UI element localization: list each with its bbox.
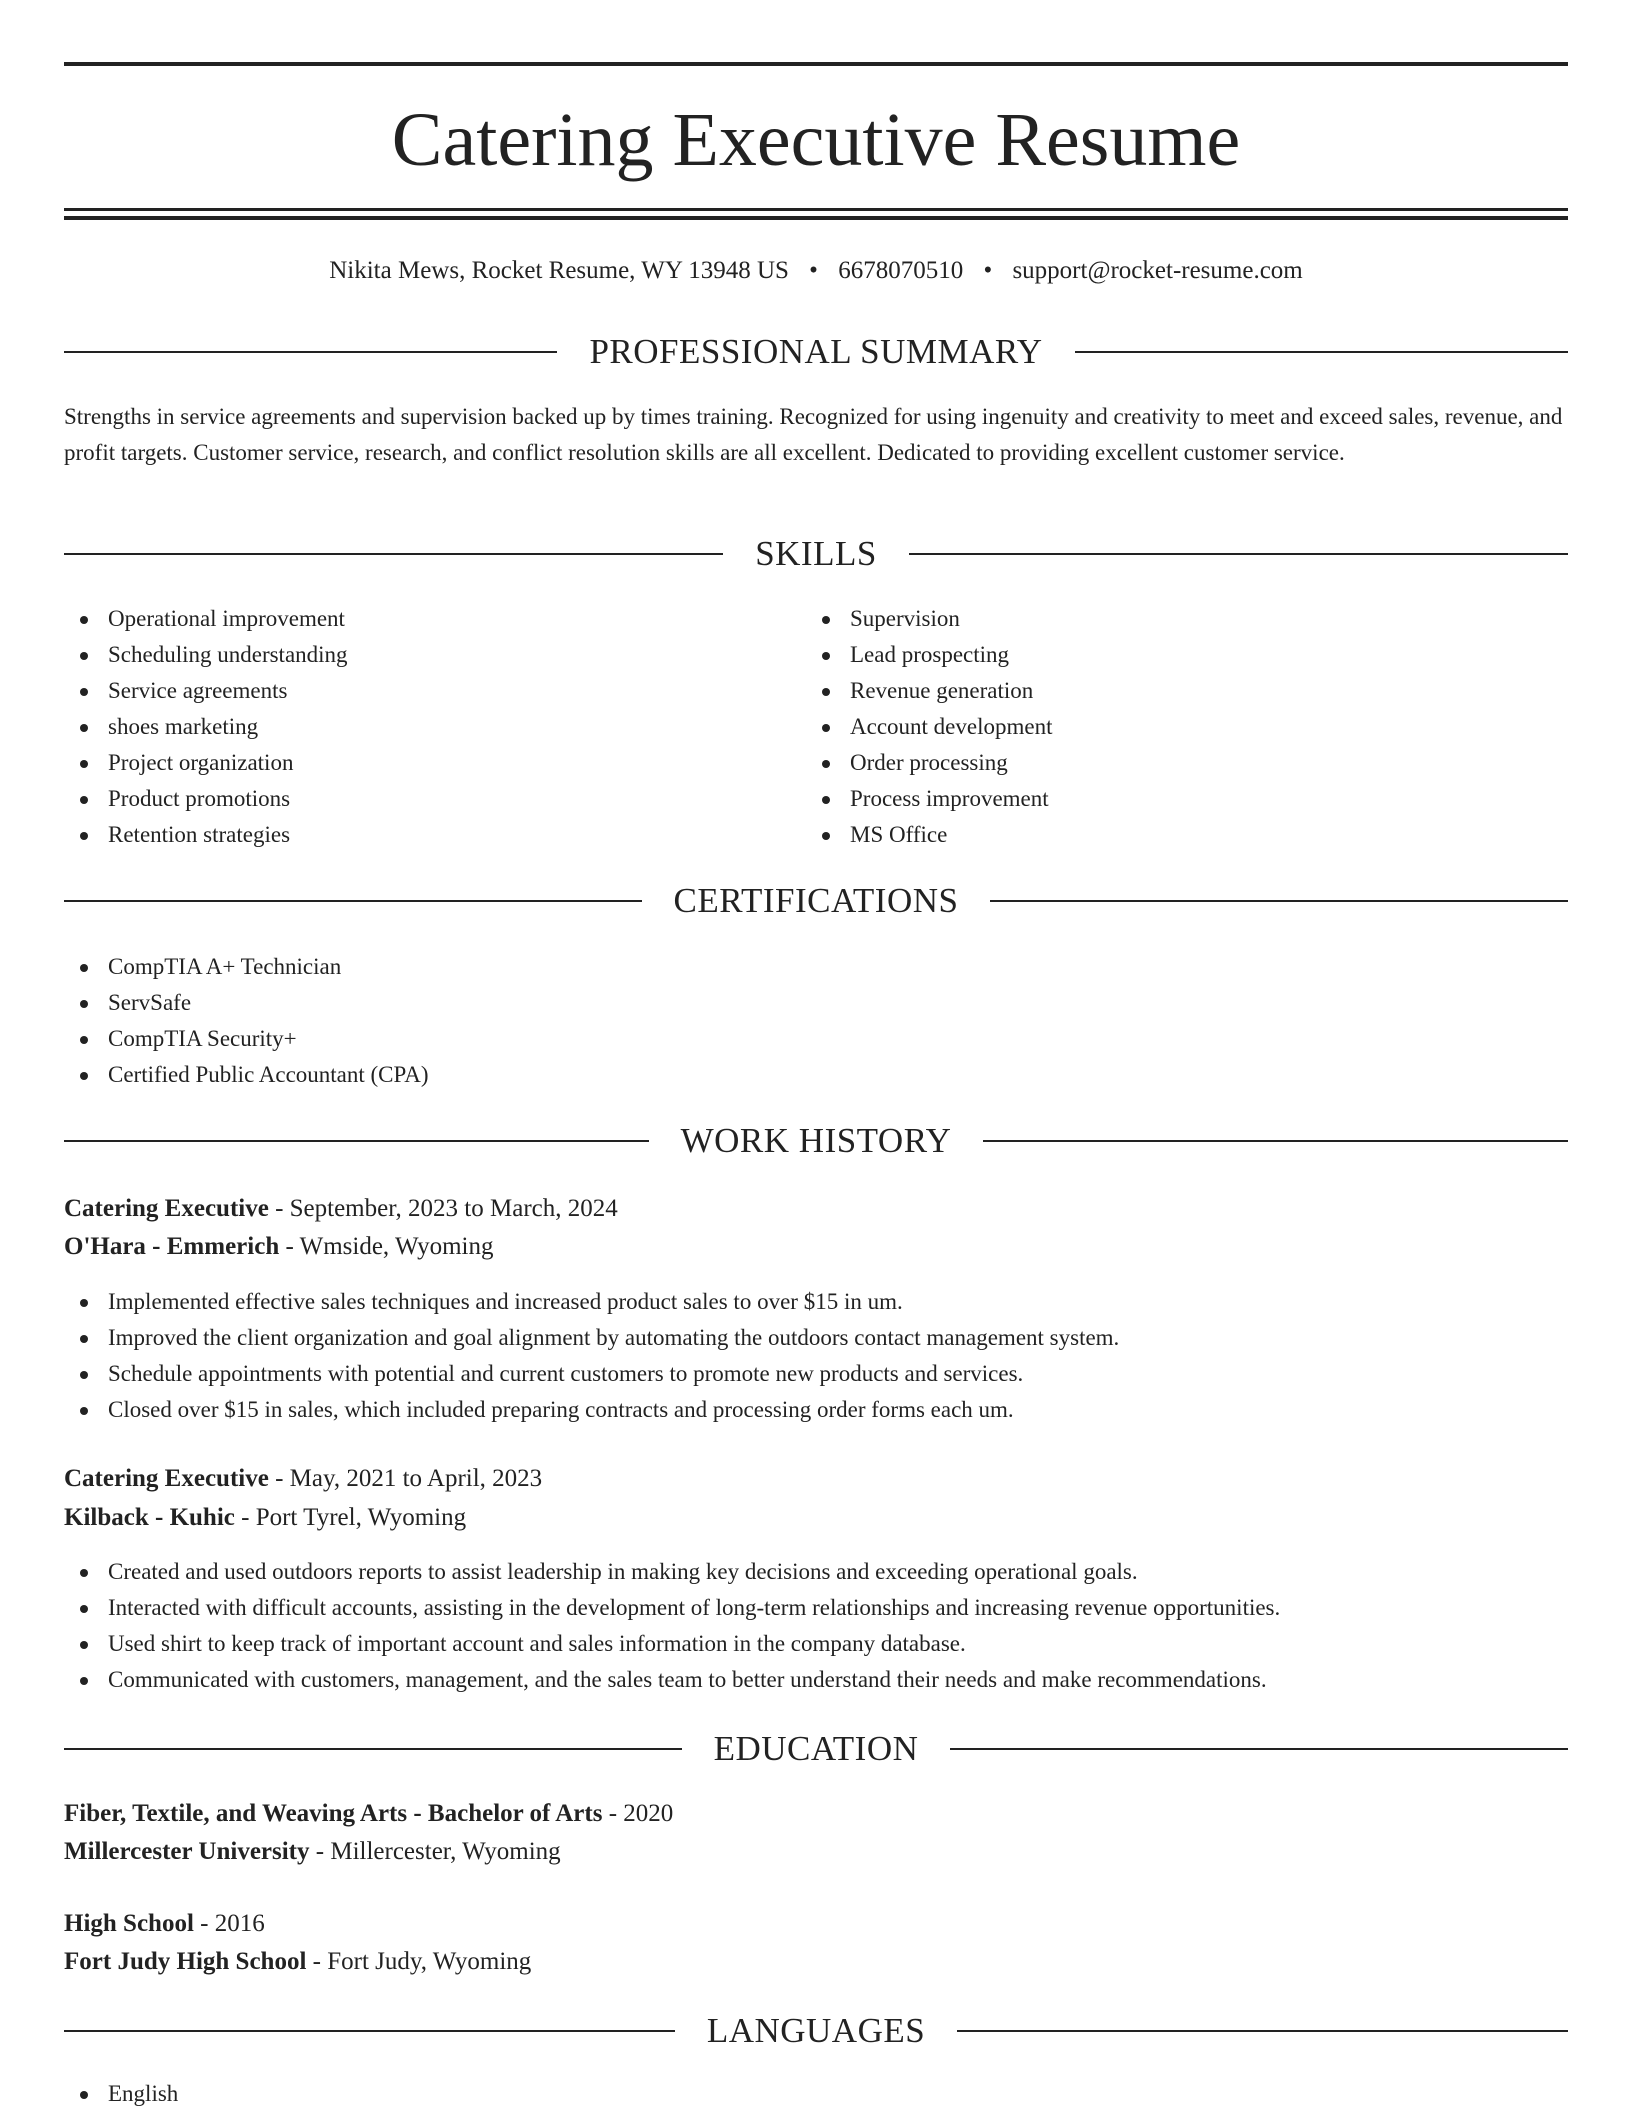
job-title: Catering Executive (64, 1195, 269, 1222)
section-title: WORK HISTORY (680, 1121, 952, 1160)
list-item: Account development (806, 709, 1052, 745)
section-divider (64, 351, 557, 353)
section-header-summary (64, 330, 1568, 374)
top-rule (64, 62, 1568, 66)
certifications-list (64, 949, 428, 1093)
contact-line (64, 254, 1568, 288)
contact-email: support@rocket-resume.com (1012, 257, 1303, 284)
education-degree-line (64, 1795, 673, 1833)
list-item: Service agreements (64, 673, 348, 709)
list-item: Certified Public Accountant (CPA) (64, 1057, 428, 1093)
job-dates: - September, 2023 to March, 2024 (268, 1195, 618, 1222)
job-company-line (64, 1228, 493, 1266)
education-location: - Millercester, Wyoming (309, 1838, 561, 1865)
section-title: PROFESSIONAL SUMMARY (589, 332, 1043, 371)
skills-list-right (806, 601, 1052, 853)
section-divider (983, 1140, 1568, 1142)
job-bullets (64, 1554, 1280, 1698)
section-header-languages (64, 2009, 1568, 2053)
list-item: Scheduling understanding (64, 637, 348, 673)
list-item: shoes marketing (64, 709, 348, 745)
section-title: CERTIFICATIONS (673, 881, 959, 920)
section-header-certifications (64, 879, 1568, 923)
education-school-line (64, 1833, 561, 1871)
section-divider (1075, 351, 1568, 353)
section-header-education (64, 1727, 1568, 1771)
skills-list-left (64, 601, 348, 853)
list-item: Closed over $15 in sales, which included preparing contracts and processing order forms each um. (64, 1392, 1119, 1428)
list-item: Project organization (64, 745, 348, 781)
list-item: CompTIA Security+ (64, 1021, 428, 1057)
list-item: Implemented effective sales techniques and increased product sales to over $15 in um. (64, 1284, 1119, 1320)
section-title: EDUCATION (713, 1729, 919, 1768)
section-divider (909, 553, 1568, 555)
section-divider (64, 1748, 682, 1750)
education-year: - 2016 (193, 1910, 265, 1937)
job-location: - Wmside, Wyoming (279, 1233, 494, 1260)
section-divider (64, 900, 642, 902)
education-degree-line (64, 1905, 265, 1943)
list-item: Used shirt to keep track of important account and sales information in the company database. (64, 1626, 1280, 1662)
list-item: Created and used outdoors reports to assist leadership in making key decisions and exceeding operational goals. (64, 1554, 1280, 1590)
contact-separator: • (809, 257, 818, 284)
list-item: Interacted with difficult accounts, assisting in the development of long-term relationships and increasing revenue opportunities. (64, 1590, 1280, 1626)
list-item: Schedule appointments with potential and current customers to promote new products and services. (64, 1356, 1119, 1392)
section-divider (64, 1140, 649, 1142)
contact-address: Nikita Mews, Rocket Resume, WY 13948 US (329, 257, 789, 284)
list-item: CompTIA A+ Technician (64, 949, 428, 985)
section-divider (957, 2030, 1568, 2032)
list-item: Lead prospecting (806, 637, 1052, 673)
education-location: - Fort Judy, Wyoming (306, 1948, 532, 1975)
education-school: Millercester University (64, 1838, 310, 1865)
section-header-skills (64, 532, 1568, 576)
resume-title: Catering Executive Resume (391, 98, 1241, 182)
job-title: Catering Executive (64, 1465, 269, 1492)
list-item: English (64, 2076, 178, 2112)
list-item: MS Office (806, 817, 1052, 853)
education-year: - 2020 (602, 1800, 674, 1827)
education-degree: Fiber, Textile, and Weaving Arts - Bachelor of Arts (64, 1800, 603, 1827)
job-company-line (64, 1499, 466, 1537)
list-item: Improved the client organization and goal alignment by automating the outdoors contact management system. (64, 1320, 1119, 1356)
list-item: Retention strategies (64, 817, 348, 853)
education-school: Fort Judy High School (64, 1948, 307, 1975)
education-degree: High School (64, 1910, 194, 1937)
section-title: LANGUAGES (706, 2011, 926, 2050)
section-header-work-history (64, 1119, 1568, 1163)
section-divider (64, 553, 723, 555)
section-divider (950, 1748, 1568, 1750)
title-double-rule (64, 208, 1568, 220)
list-item: Operational improvement (64, 601, 348, 637)
list-item: Order processing (806, 745, 1052, 781)
list-item: Supervision (806, 601, 1052, 637)
education-school-line (64, 1943, 531, 1981)
list-item: Process improvement (806, 781, 1052, 817)
list-item: Communicated with customers, management, and the sales team to better understand their needs and make recommendations. (64, 1662, 1280, 1698)
contact-phone: 6678070510 (838, 257, 964, 284)
job-title-line (64, 1190, 618, 1228)
languages-list (64, 2076, 178, 2112)
list-item: ServSafe (64, 985, 428, 1021)
list-item: Product promotions (64, 781, 348, 817)
contact-separator: • (983, 257, 993, 284)
section-divider (64, 2030, 675, 2032)
job-company: Kilback - Kuhic (64, 1504, 235, 1531)
job-bullets (64, 1284, 1119, 1428)
list-item: Revenue generation (806, 673, 1052, 709)
summary-text: Strengths in service agreements and supervision backed up by times training. Recognized for using ingenuity and creativity to meet and exceed sales, revenue, and profit targets. Customer service, research, and conflict resolution skills are all excellent. Dedicated to providing excellent customer service. (64, 404, 1563, 465)
section-title: SKILLS (755, 534, 877, 573)
job-company: O'Hara - Emmerich (64, 1233, 280, 1260)
section-divider (990, 900, 1568, 902)
job-location: - Port Tyrel, Wyoming (234, 1504, 467, 1531)
job-title-line (64, 1460, 542, 1498)
job-dates: - May, 2021 to April, 2023 (268, 1465, 543, 1492)
